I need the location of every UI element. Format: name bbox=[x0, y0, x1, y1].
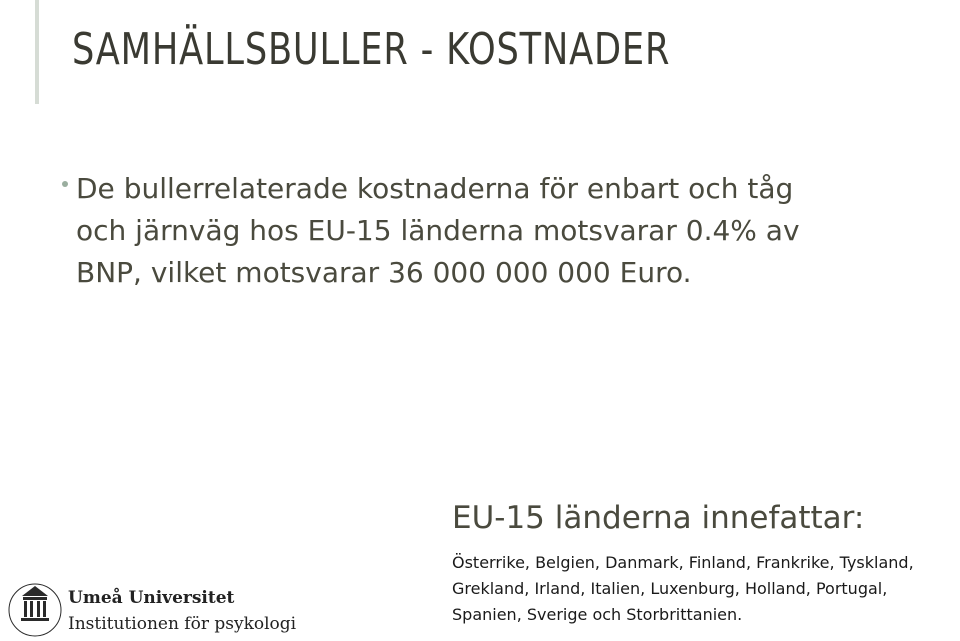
country-line: Österrike, Belgien, Danmark, Finland, Frankrike, Tyskland, bbox=[452, 553, 914, 572]
department-name: Institutionen för psykologi bbox=[68, 614, 297, 634]
bullet-line: och järnväg hos EU-15 länderna motsvarar 0.4% av bbox=[76, 214, 800, 247]
country-line: Spanien, Sverige och Storbrittanien. bbox=[452, 605, 743, 624]
bullet-dot-icon bbox=[62, 181, 68, 187]
eu15-country-list bbox=[452, 550, 914, 628]
university-seal-logo bbox=[0, 578, 70, 641]
university-name: Umeå Universitet bbox=[68, 588, 235, 608]
country-line: Grekland, Irland, Italien, Luxenburg, Holland, Portugal, bbox=[452, 579, 888, 598]
title-accent-bar bbox=[35, 0, 39, 104]
bullet-line: De bullerrelaterade kostnaderna för enbart och tåg bbox=[76, 172, 794, 205]
bullet-text bbox=[76, 168, 820, 294]
slide-title: SAMHÄLLSBULLER - KOSTNADER bbox=[72, 24, 671, 75]
eu15-heading: EU-15 länderna innefattar: bbox=[452, 500, 865, 536]
bullet-item bbox=[60, 168, 820, 294]
bullet-line: BNP, vilket motsvarar 36 000 000 000 Euro. bbox=[76, 256, 692, 289]
